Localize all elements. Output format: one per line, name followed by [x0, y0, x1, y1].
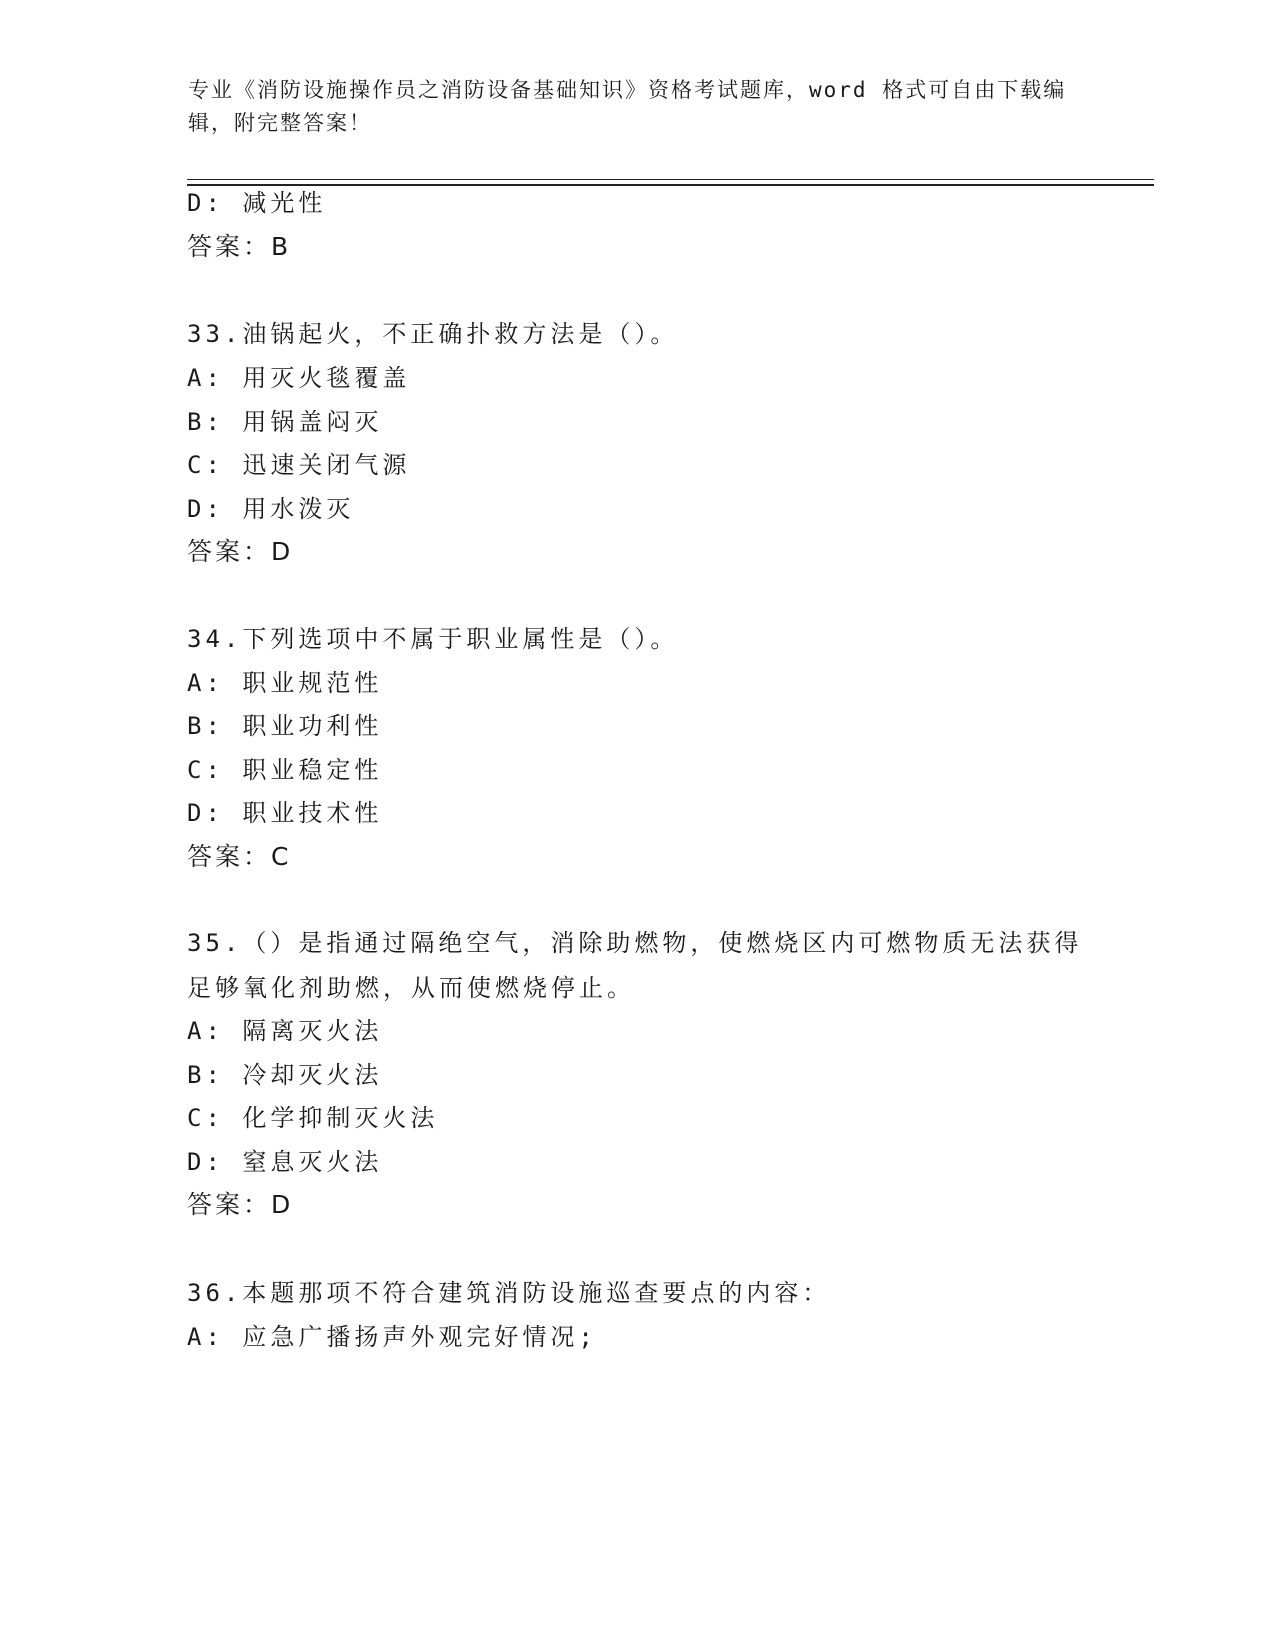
question-34-option-c: C: 职业稳定性	[187, 756, 383, 784]
document-header: 专业《消防设施操作员之消防设备基础知识》资格考试题库，word 格式可自由下载编辑，附完整答案！	[188, 78, 1067, 135]
question-35-answer: 答案：D	[187, 1190, 294, 1219]
prev-option-d: D: 减光性	[187, 189, 327, 217]
question-33-option-a: A: 用灭火毯覆盖	[187, 364, 411, 392]
question-33-option-d: D: 用水泼灭	[187, 495, 355, 523]
question-33-option-c: C: 迅速关闭气源	[187, 451, 411, 479]
header-divider-thin	[187, 179, 1154, 180]
question-35-option-c: C: 化学抑制灭火法	[187, 1104, 439, 1132]
question-35-stem: 35.（）是指通过隔绝空气，消除助燃物，使燃烧区内可燃物质无法获得足够氧化剂助燃，从而使燃烧停止。	[187, 929, 1083, 1002]
question-36-stem: 36.本题那项不符合建筑消防设施巡查要点的内容：	[187, 1279, 831, 1307]
question-36-option-a: A: 应急广播扬声外观完好情况;	[187, 1323, 597, 1351]
question-34-option-a: A: 职业规范性	[187, 669, 383, 697]
question-34-answer: 答案：C	[187, 842, 292, 871]
question-33-answer: 答案：D	[187, 537, 294, 566]
question-33-stem: 33.油锅起火，不正确扑救方法是（）。	[187, 320, 679, 348]
question-35-option-b: B: 冷却灭火法	[187, 1061, 383, 1089]
question-35-option-d: D: 窒息灭火法	[187, 1148, 383, 1176]
question-34-stem: 34.下列选项中不属于职业属性是（）。	[187, 625, 679, 653]
question-34-option-d: D: 职业技术性	[187, 799, 383, 827]
question-34-option-b: B: 职业功利性	[187, 712, 383, 740]
question-33-option-b: B: 用锅盖闷灭	[187, 408, 383, 436]
question-35-option-a: A: 隔离灭火法	[187, 1017, 383, 1045]
header-divider-thick	[187, 184, 1154, 186]
prev-answer: 答案：B	[187, 232, 292, 261]
